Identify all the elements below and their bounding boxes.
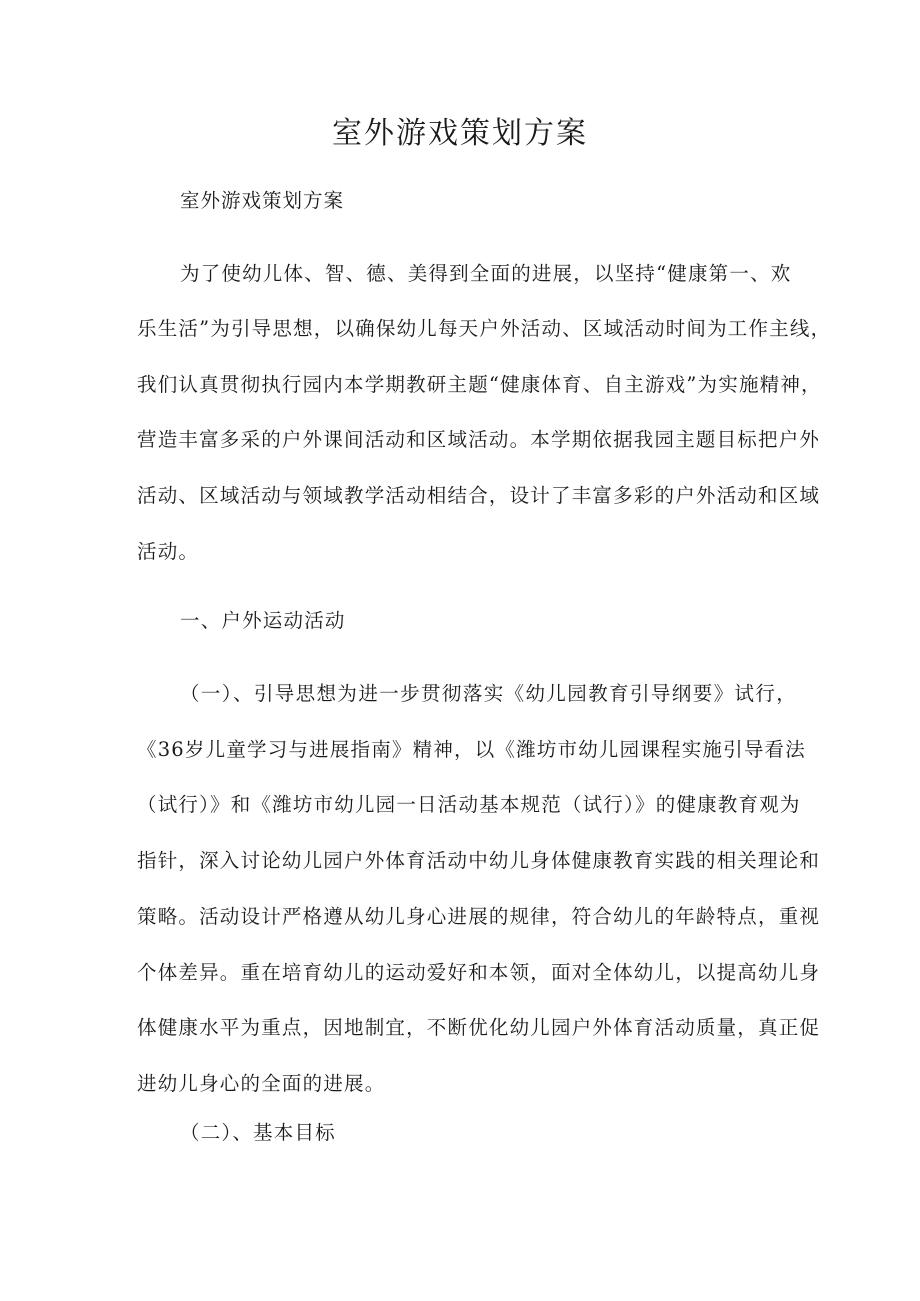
- document-subtitle: 室外游戏策划方案: [180, 189, 345, 212]
- guiding-line-2: 《36岁儿童学习与进展指南》精神，以《潍坊市幼儿园课程实施引导看法: [137, 738, 806, 761]
- intro-line-3: 我们认真贯彻执行园内本学期教研主题“健康体育、自主游戏”为实施精神，: [137, 373, 822, 396]
- intro-line-1: 为了使幼儿体、智、德、美得到全面的进展，以坚持“健康第一、欢: [180, 262, 792, 285]
- sub-heading-basic-goals: （二）、基本目标: [180, 1121, 336, 1144]
- guiding-line-4: 指针，深入讨论幼儿园户外体育活动中幼儿身体健康教育实践的相关理论和: [137, 849, 821, 872]
- guiding-line-1: （一）、引导思想为进一步贯彻落实《幼儿园教育引导纲要》试行，: [180, 682, 797, 705]
- intro-line-4: 营造丰富多采的户外课间活动和区域活动。本学期依据我园主题目标把户外: [137, 428, 821, 451]
- document-title: 室外游戏策划方案: [332, 116, 588, 151]
- guiding-line-8: 进幼儿身心的全面的进展。: [137, 1072, 386, 1095]
- section-heading-outdoor-sports: 一、户外运动活动: [180, 609, 346, 632]
- guiding-line-3: （试行）》和《潍坊市幼儿园一日活动基本规范（试行）》的健康教育观为: [137, 793, 801, 816]
- guiding-line-7: 体健康水平为重点，因地制宜，不断优化幼儿园户外体育活动质量，真正促: [137, 1016, 821, 1039]
- intro-line-5: 活动、区域活动与领域教学活动相结合，设计了丰富多彩的户外活动和区域: [137, 484, 821, 507]
- intro-line-2: 乐生活”为引导思想，以确保幼儿每天户外活动、区域活动时间为工作主线，: [137, 317, 832, 340]
- intro-line-6: 活动。: [137, 540, 200, 563]
- guiding-line-5: 策略。活动设计严格遵从幼儿身心进展的规律，符合幼儿的年龄特点，重视: [137, 905, 821, 928]
- guiding-line-6: 个体差异。重在培育幼儿的运动爱好和本领，面对全体幼儿，以提高幼儿身: [137, 961, 821, 984]
